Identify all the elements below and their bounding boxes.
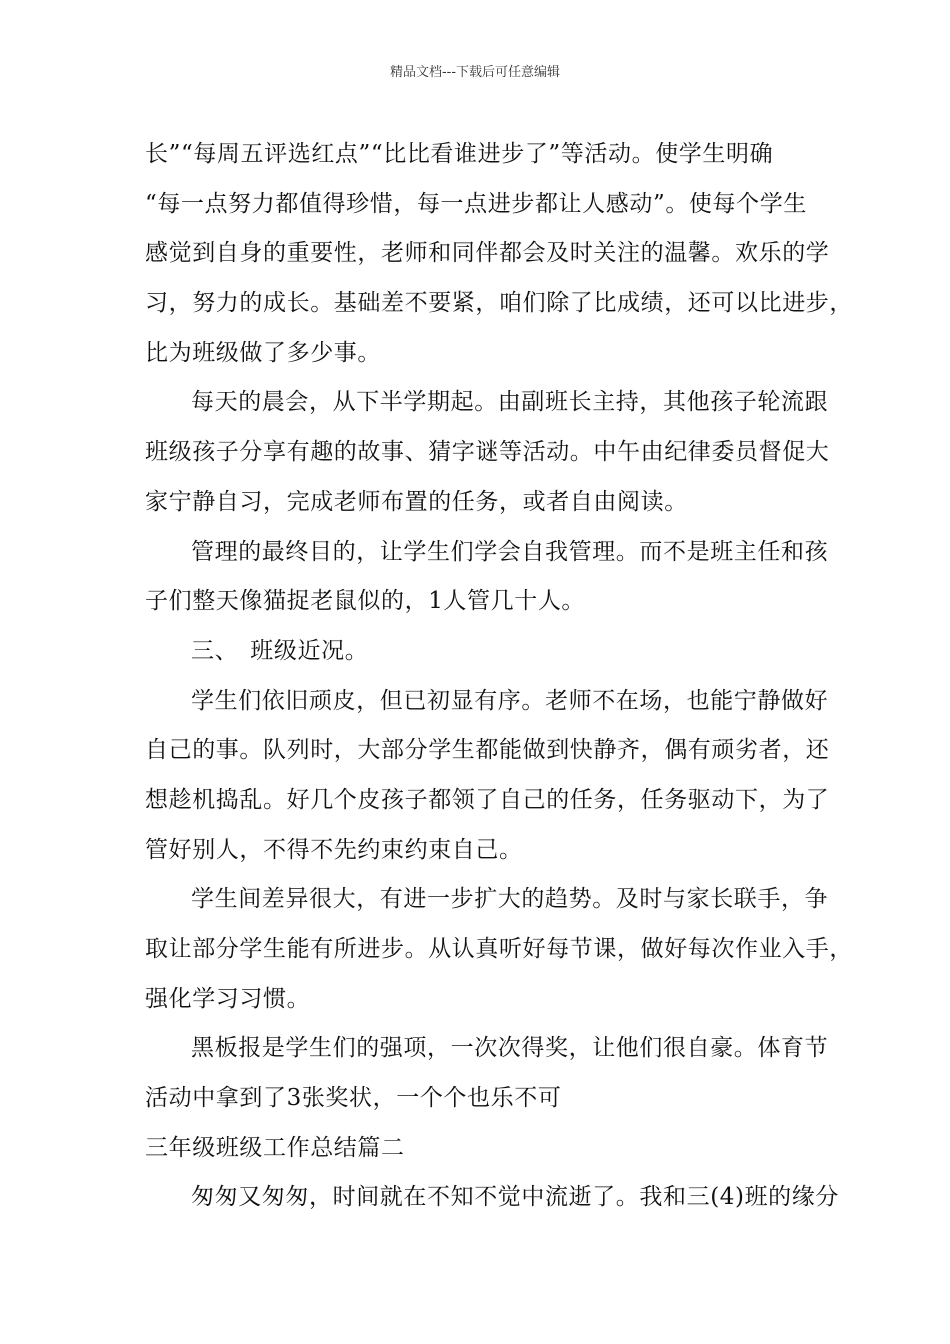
paragraph-start-line: 学生们依旧顽皮，但已初显有序。老师不在场，也能宁静做好	[191, 687, 829, 714]
text-line: 想趁机捣乱。好几个皮孩子都领了自己的任务，任务驱动下，为了	[145, 786, 830, 813]
text-line: 长”“每周五评选红点”“比比看谁进步了”等活动。使学生明确	[145, 141, 774, 167]
text-line: 强化学习习惯。	[145, 985, 311, 1012]
text-line: 管好别人，不得不先约束约束自己。	[145, 836, 523, 863]
text-line: 感觉到自身的重要性，老师和同伴都会及时关注的温馨。欢乐的学	[145, 240, 830, 267]
paragraph-start-line: 每天的晨会，从下半学期起。由副班长主持，其他孩子轮流跟	[191, 389, 829, 416]
text-line: 班级孩子分享有趣的故事、猜字谜等活动。中午由纪律委员督促大	[145, 439, 830, 466]
text-line: 自己的事。队列时，大部分学生都能做到快静齐，偶有顽劣者，还	[145, 737, 830, 764]
article-title: 三年级班级工作总结篇二	[145, 1134, 405, 1161]
text-line: 取让部分学生能有所进步。从认真听好每节课，做好每次作业入手，	[145, 936, 853, 962]
text-line: 活动中拿到了3张奖状，一个个也乐不可	[145, 1085, 562, 1112]
text-line: 家宁静自习，完成老师布置的任务，或者自由阅读。	[145, 488, 688, 515]
page-header: 精品文档---下载后可任意编辑	[389, 65, 561, 80]
text-line: 习，努力的成长。基础差不要紧，咱们除了比成绩，还可以比进步，	[145, 290, 853, 317]
text-line: 子们整天像猫捉老鼠似的，1人管几十人。	[145, 588, 586, 615]
text-line: 比为班级做了多少事。	[145, 339, 381, 366]
document-body	[145, 130, 853, 1223]
text-line: “每一点努力都值得珍惜，每一点进步都让人感动”。使每个学生	[145, 190, 807, 217]
section-heading: 三、 班级近况。	[191, 637, 369, 664]
paragraph-start-line: 黑板报是学生们的强项，一次次得奖，让他们很自豪。体育节	[191, 1035, 829, 1062]
paragraph-start-line: 管理的最终目的，让学生们学会自我管理。而不是班主任和孩	[191, 538, 829, 565]
paragraph-start-line: 学生间差异很大，有进一步扩大的趋势。及时与家长联手，争	[191, 886, 829, 913]
paragraph-start-line: 匆匆又匆匆，时间就在不知不觉中流逝了。我和三(4)班的缘分	[191, 1184, 839, 1211]
